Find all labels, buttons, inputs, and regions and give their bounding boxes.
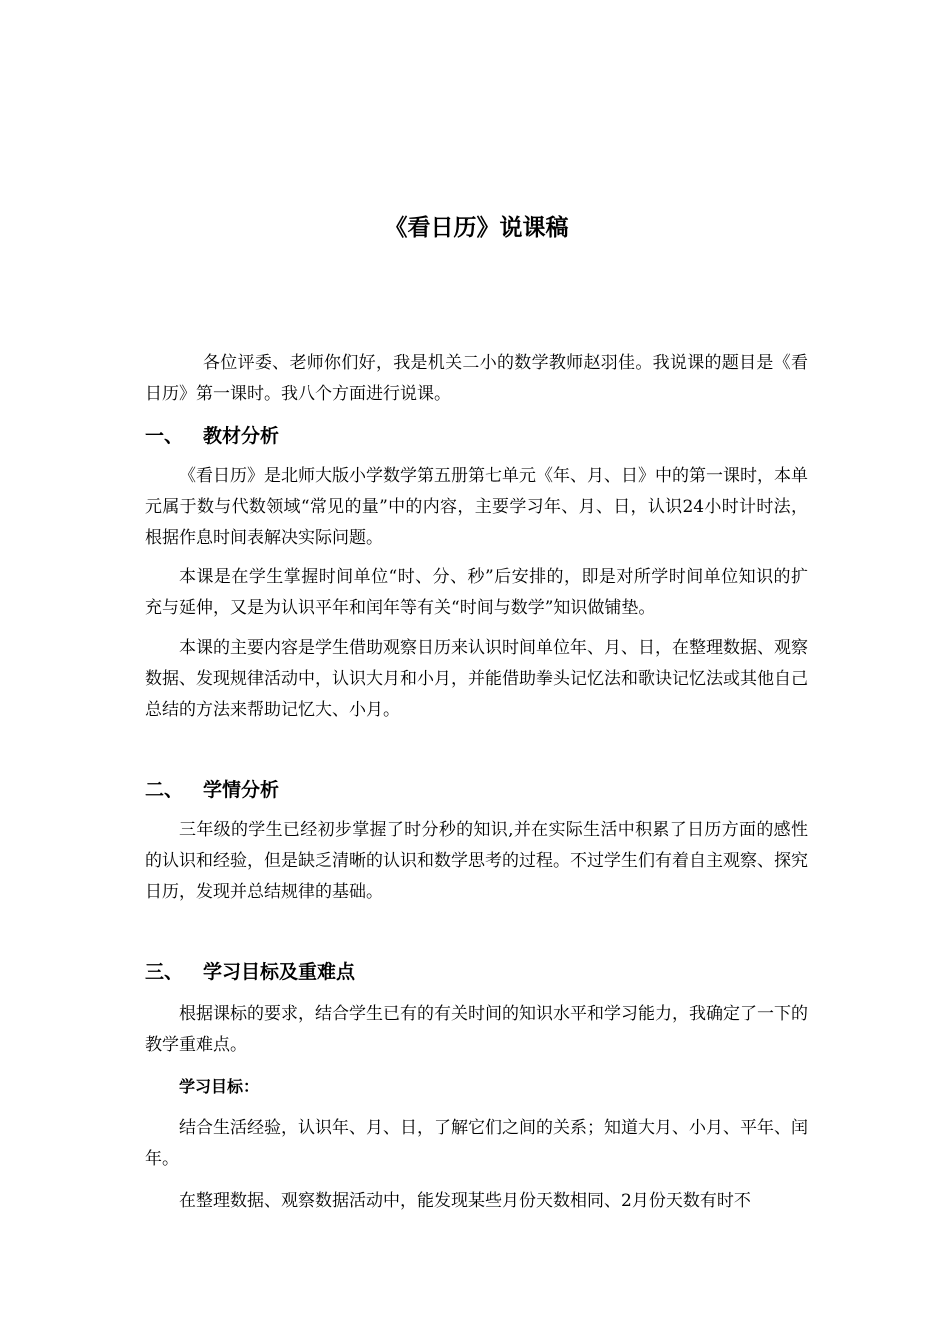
section-number-3: 三、 bbox=[145, 961, 184, 983]
section-title-3: 学习目标及重难点 bbox=[203, 961, 356, 983]
section-heading-1 bbox=[145, 421, 808, 451]
section-3-subparagraph-2: 在整理数据、观察数据活动中，能发现某些月份天数相同、2月份天数有时不 bbox=[179, 1191, 751, 1211]
section-1-paragraph-2: 本课是在学生掌握时间单位“时、分、秒”后安排的，即是对所学时间单位知识的扩充与延伸，又是为认识平年和闰年等有关“时间与数学”知识做铺垫。 bbox=[145, 567, 808, 618]
intro-paragraph: 各位评委、老师你们好，我是机关二小的数学教师赵羽佳。我说课的题目是《看日历》第一课时。我八个方面进行说课。 bbox=[145, 353, 808, 404]
section-heading-2 bbox=[145, 775, 808, 805]
section-number-2: 二、 bbox=[145, 779, 184, 801]
section-title-1: 教材分析 bbox=[203, 425, 280, 447]
learning-goals-subheading: 学习目标： bbox=[179, 1077, 260, 1096]
section-1-paragraph-1: 《看日历》是北师大版小学数学第五册第七单元《年、月、日》中的第一课时，本单元属于数与代数领域“常见的量”中的内容，主要学习年、月、日，认识24小时计时法，根据作息时间表解决实际问题。 bbox=[145, 466, 808, 548]
section-3-subparagraph-1: 结合生活经验，认识年、月、日，了解它们之间的关系；知道大月、小月、平年、闰年。 bbox=[145, 1118, 808, 1169]
section-heading-3 bbox=[145, 957, 808, 987]
section-number-1: 一、 bbox=[145, 425, 184, 447]
section-2-paragraph-1: 三年级的学生已经初步掌握了时分秒的知识,并在实际生活中积累了日历方面的感性的认识和经验，但是缺乏清晰的认识和数学思考的过程。不过学生们有着自主观察、探究日历，发现并总结规律的基础。 bbox=[145, 820, 808, 902]
section-1-paragraph-3: 本课的主要内容是学生借助观察日历来认识时间单位年、月、日，在整理数据、观察数据、发现规律活动中，认识大月和小月，并能借助拳头记忆法和歌诀记忆法或其他自己总结的方法来帮助记忆大、小月。 bbox=[145, 638, 808, 720]
document-title: 《看日历》说课稿 bbox=[384, 215, 569, 241]
section-title-2: 学情分析 bbox=[203, 779, 280, 801]
section-3-paragraph-1: 根据课标的要求，结合学生已有的有关时间的知识水平和学习能力，我确定了一下的教学重难点。 bbox=[145, 1004, 808, 1055]
